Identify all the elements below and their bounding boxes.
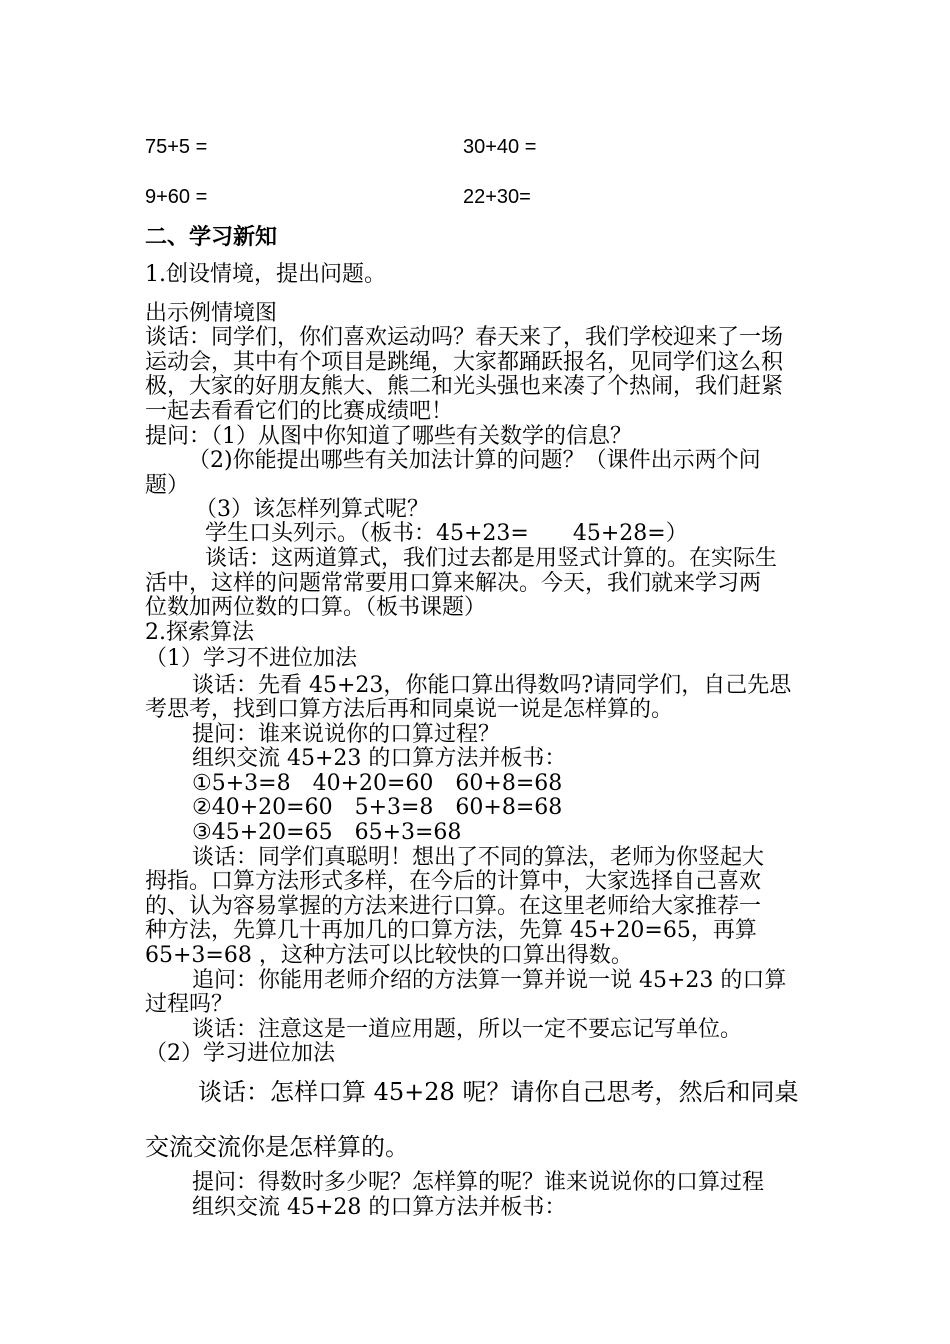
paragraph-line: 谈话：先看 45+23，你能口算出得数吗?请同学们，自己先思 [192, 673, 792, 698]
paragraph-line: 拇指。口算方法形式多样，在今后的计算中，大家选择自己喜欢 [145, 869, 762, 894]
exercise-30-plus-40: 30+40 = [463, 136, 537, 158]
method-1: ①5+3=8 40+20=60 60+8=68 [192, 771, 563, 796]
paragraph-line: 提问：（1）从图中你知道了哪些有关数学的信息？ [145, 424, 632, 449]
paragraph-line: （1）学习不进位加法 [145, 646, 357, 671]
paragraph-line: 一起去看看它们的比赛成绩吧！ [145, 399, 454, 424]
paragraph-line: 提问：谁来说说你的口算过程？ [192, 722, 501, 747]
paragraph-line: 交流交流你是怎样算的。 [145, 1133, 409, 1161]
section-heading: 二、学习新知 [145, 225, 278, 250]
paragraph-line: 追问：你能用老师介绍的方法算一算并说一说 45+23 的口算 [192, 968, 787, 993]
exercise-9-plus-60: 9+60 = [145, 186, 208, 208]
step1-heading: 1.创设情境，提出问题。 [145, 262, 386, 287]
paragraph-line: 题） [145, 473, 190, 498]
paragraph-line: （3）该怎样列算式呢？ [195, 497, 429, 522]
paragraph-line: 极，大家的好朋友熊大、熊二和光头强也来凑了个热闹，我们赶紧 [145, 374, 784, 399]
warmup-row-1 [145, 135, 537, 160]
paragraph-line: 出示例情境图 [145, 301, 278, 326]
paragraph-line: 组织交流 45+23 的口算方法并板书： [192, 746, 567, 771]
paragraph-line: 谈话：这两道算式，我们过去都是用竖式计算的。在实际生 [205, 546, 778, 571]
paragraph-line: 谈话：同学们真聪明！想出了不同的算法，老师为你竖起大 [192, 845, 765, 870]
paragraph-line: 2.探索算法 [145, 620, 254, 645]
paragraph-line: 运动会，其中有个项目是跳绳，大家都踊跃报名，见同学们这么积 [145, 350, 784, 375]
paragraph-line: 过程吗？ [145, 992, 234, 1017]
paragraph-line: 谈话：怎样口算 45+28 呢？请你自己思考，然后和同桌 [198, 1078, 799, 1106]
paragraph-line: 学生口头列示。（板书：45+23= 45+28=） [205, 521, 688, 546]
paragraph-line: 位数加两位数的口算。（板书课题） [145, 595, 487, 620]
paragraph-line: （2)你能提出哪些有关加法计算的问题？（课件出示两个问 [188, 448, 761, 473]
paragraph-line: 的、认为容易掌握的方法来进行口算。在这里老师给大家推荐一 [145, 894, 762, 919]
method-2: ②40+20=60 5+3=8 60+8=68 [192, 795, 563, 820]
paragraph-line: 考思考，找到口算方法后再和同桌说一说是怎样算的。 [145, 697, 674, 722]
method-3: ③45+20=65 65+3=68 [192, 820, 462, 845]
paragraph-line: （2）学习进位加法 [145, 1041, 335, 1066]
paragraph-line: 组织交流 45+28 的口算方法并板书： [192, 1195, 567, 1220]
paragraph-line: 65+3=68 ，这种方法可以比较快的口算出得数。 [145, 943, 633, 968]
paragraph-line: 提问：得数时多少呢？怎样算的呢？谁来说说你的口算过程 [192, 1170, 765, 1195]
paragraph-line: 种方法，先算几十再加几的口算方法，先算 45+20=65，再算 [145, 918, 757, 943]
exercise-75-plus-5: 75+5 = [145, 136, 208, 158]
paragraph-line: 谈话：注意这是一道应用题，所以一定不要忘记写单位。 [192, 1017, 743, 1042]
warmup-row-2 [145, 185, 531, 210]
paragraph-line: 活中，这样的问题常常要用口算来解决。今天，我们就来学习两 [145, 571, 762, 596]
paragraph-line: 谈话：同学们，你们喜欢运动吗？春天来了，我们学校迎来了一场 [145, 325, 784, 350]
exercise-22-plus-30: 22+30= [463, 186, 531, 208]
